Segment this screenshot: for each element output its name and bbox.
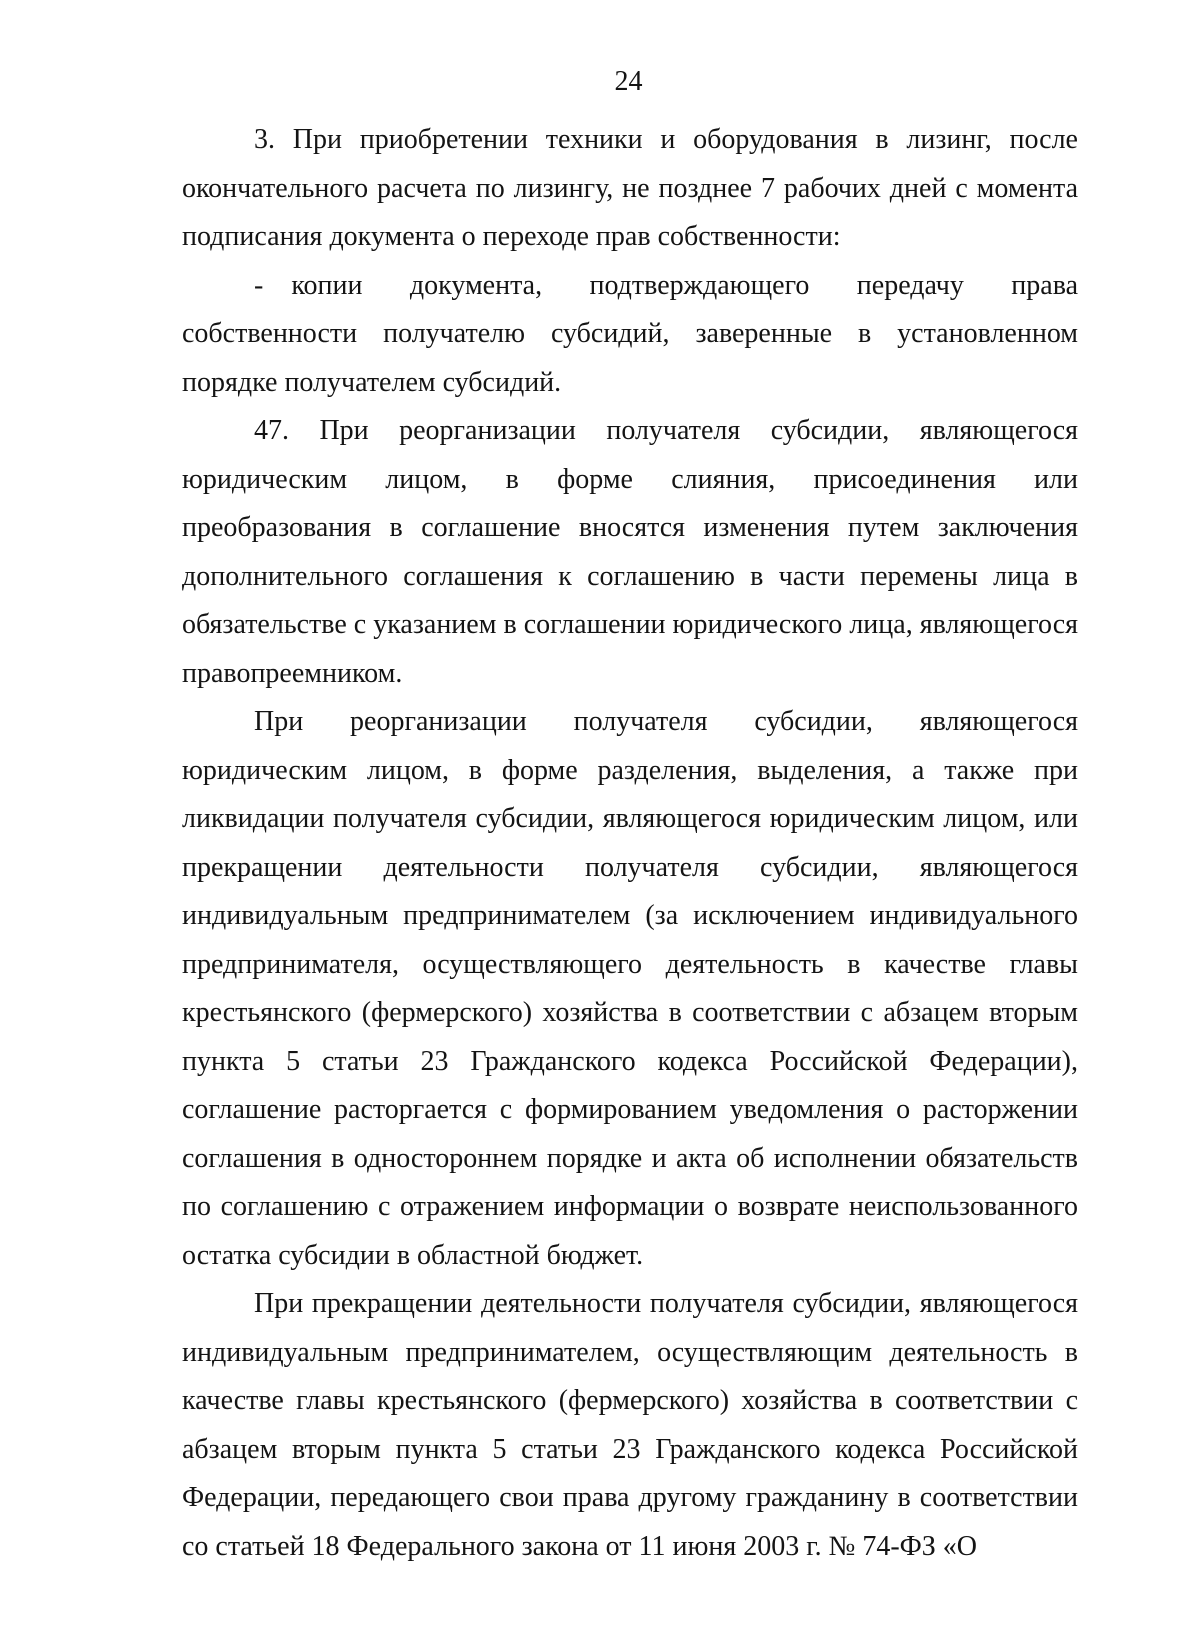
paragraph-item-3: 3. При приобретении техники и оборудования в лизинг, после окончательного расчета по лизингу, не позднее 7 рабочих дней с момента подписания документа о переходе прав собственности:: [182, 124, 1078, 252]
paragraph-bullet-copies: - копии документа, подтверждающего передачу права собственности получателю субсидий, заверенные в установленном порядке получателем субсидий.: [182, 269, 1078, 398]
page-number: 24: [614, 66, 643, 97]
paragraph-section-47: 47. При реорганизации получателя субсидии, являющегося юридическим лицом, в форме слияния, присоединения или преобразования в соглашение вносятся изменения путем заключения дополнительного соглашения к соглашению в части перемены лица в обязательстве с указанием в соглашении юридического лица, являющегося правопреемником.: [182, 415, 1078, 689]
paragraph-termination: При прекращении деятельности получателя субсидии, являющегося индивидуальным предпринимателем, осуществляющим деятельность в качестве главы крестьянского (фермерского) хозяйства в соответствии с абзацем вторым пункта 5 статьи 23 Гражданского кодекса Российской Федерации, передающего свои права другому гражданину в соответствии со статьей 18 Федерального закона от 11 июня 2003 г. № 74-ФЗ «О: [182, 1288, 1078, 1562]
document-body: [182, 116, 1078, 1571]
paragraph-reorganization: При реорганизации получателя субсидии, являющегося юридическим лицом, в форме разделения, выделения, а также при ликвидации получателя субсидии, являющегося юридическим лицом, или прекращении деятельности получателя субсидии, являющегося индивидуальным предпринимателем (за исключением индивидуального предпринимателя, осуществляющего деятельность в качестве главы крестьянского (фермерского) хозяйства в соответствии с абзацем вторым пункта 5 статьи 23 Гражданского кодекса Российской Федерации), соглашение расторгается с формированием уведомления о расторжении соглашения в одностороннем порядке и акта об исполнении обязательств по соглашению с отражением информации о возврате неиспользованного остатка субсидии в областной бюджет.: [182, 706, 1078, 1271]
